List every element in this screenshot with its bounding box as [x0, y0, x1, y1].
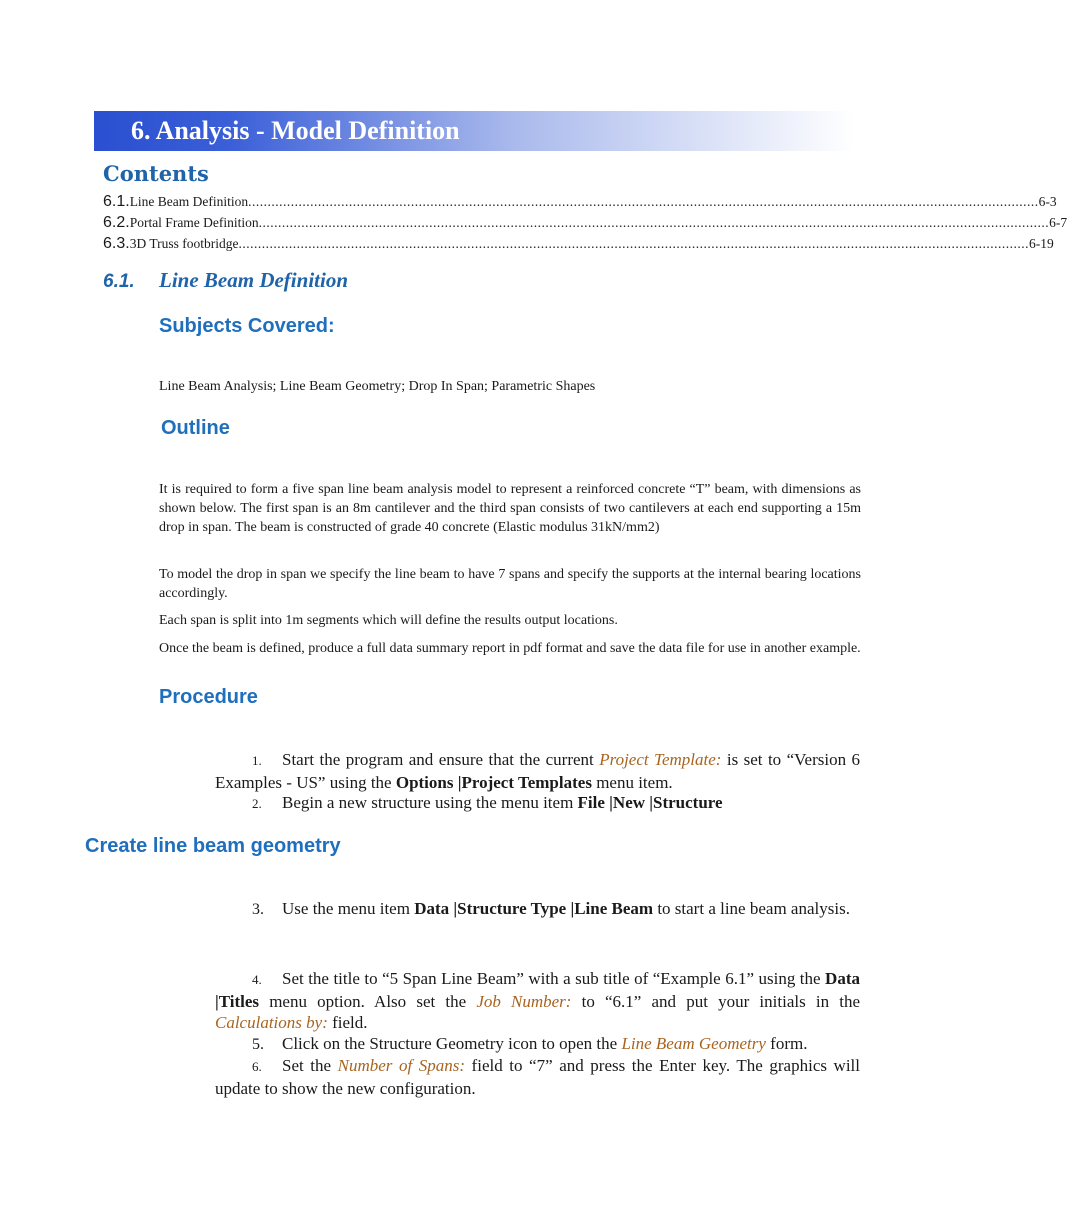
- toc-page: 6-7: [1049, 215, 1067, 230]
- toc-entry-6-2[interactable]: [103, 214, 1067, 234]
- toc-number: 6.1.: [103, 193, 130, 210]
- chapter-title: 6. Analysis - Model Definition: [131, 116, 460, 145]
- toc-title: Portal Frame Definition: [129, 215, 259, 230]
- toc-title: Line Beam Definition: [129, 194, 249, 209]
- procedure-step-6: 6. Set the Number of Spans: field to “7” and press the Enter key. The graphics will update to show the new configuration.: [215, 1056, 860, 1098]
- toc-page: 6-3: [1038, 194, 1057, 209]
- toc-entry-6-3[interactable]: [103, 235, 1054, 255]
- outline-paragraph: To model the drop in span we specify the line beam to have 7 spans and specify the supports at the internal bearing locations accordingly.: [159, 567, 861, 601]
- subjects-text: Line Beam Analysis; Line Beam Geometry; Drop In Span; Parametric Shapes: [159, 379, 596, 394]
- toc-number: 6.2.: [103, 214, 130, 231]
- menu-path: Data |Titles: [215, 969, 860, 1011]
- field-reference: Number of Spans:: [337, 1056, 465, 1075]
- procedure-step-3: 3. Use the menu item Data |Structure Type |Line Beam to start a line beam analysis.: [252, 899, 850, 918]
- section-heading: [103, 268, 348, 293]
- procedure-step-5: 5. Click on the Structure Geometry icon to open the Line Beam Geometry form.: [252, 1034, 808, 1053]
- field-reference: Project Template:: [599, 750, 722, 769]
- procedure-heading: Procedure: [159, 686, 258, 708]
- toc-number: 6.3.: [103, 235, 130, 252]
- form-reference: Line Beam Geometry: [621, 1034, 766, 1053]
- procedure-step-4: 4. Set the title to “5 Span Line Beam” with a sub title of “Example 6.1” using the Data |Titles menu option. Also set the Job Number: to “6.1” and put your initials in the Calculations by: field.: [215, 969, 861, 1032]
- procedure-step-2: 2. Begin a new structure using the menu item File |New |Structure: [252, 793, 723, 812]
- section-number: 6.1.: [103, 271, 135, 292]
- toc-leader: ............................................................................................................................................................................................................: [238, 236, 1029, 251]
- geometry-heading: Create line beam geometry: [85, 835, 341, 857]
- menu-path: Options |Project Templates: [395, 772, 592, 792]
- outline-paragraph: It is required to form a five span line beam analysis model to represent a reinforced concrete “T” beam, with dimensions as shown below. The first span is an 8m cantilever and the third span consists of two cantilevers at each end supporting a 15m drop in span. The beam is constructed of grade 40 concrete (Elastic modulus 31kN/mm2): [159, 482, 861, 535]
- outline-heading: Outline: [161, 417, 230, 439]
- toc-leader: ............................................................................................................................................................................................................: [248, 194, 1039, 209]
- outline-paragraph: Each span is split into 1m segments which will define the results output locations.: [159, 613, 618, 628]
- field-reference: Job Number:: [476, 991, 572, 1011]
- field-reference: Calculations by:: [215, 1013, 328, 1032]
- toc-title: 3D Truss footbridge: [129, 236, 239, 251]
- menu-path: Data |Structure Type |Line Beam: [414, 899, 654, 918]
- toc-page: 6-19: [1028, 236, 1054, 251]
- contents-heading: Contents: [103, 161, 209, 186]
- menu-path: File |New |Structure: [577, 793, 723, 812]
- section-title: Line Beam Definition: [159, 268, 348, 292]
- toc-entry-6-1[interactable]: [103, 193, 1057, 213]
- subjects-heading: Subjects Covered:: [159, 315, 335, 337]
- outline-paragraph: Once the beam is defined, produce a full data summary report in pdf format and save the data file for use in another example.: [159, 641, 861, 656]
- toc-leader: ............................................................................................................................................................................................................: [258, 215, 1050, 230]
- procedure-step-1: 1. Start the program and ensure that the current Project Template: is set to “Version 6 Examples - US” using the Options |Project Templates menu item.: [215, 750, 861, 792]
